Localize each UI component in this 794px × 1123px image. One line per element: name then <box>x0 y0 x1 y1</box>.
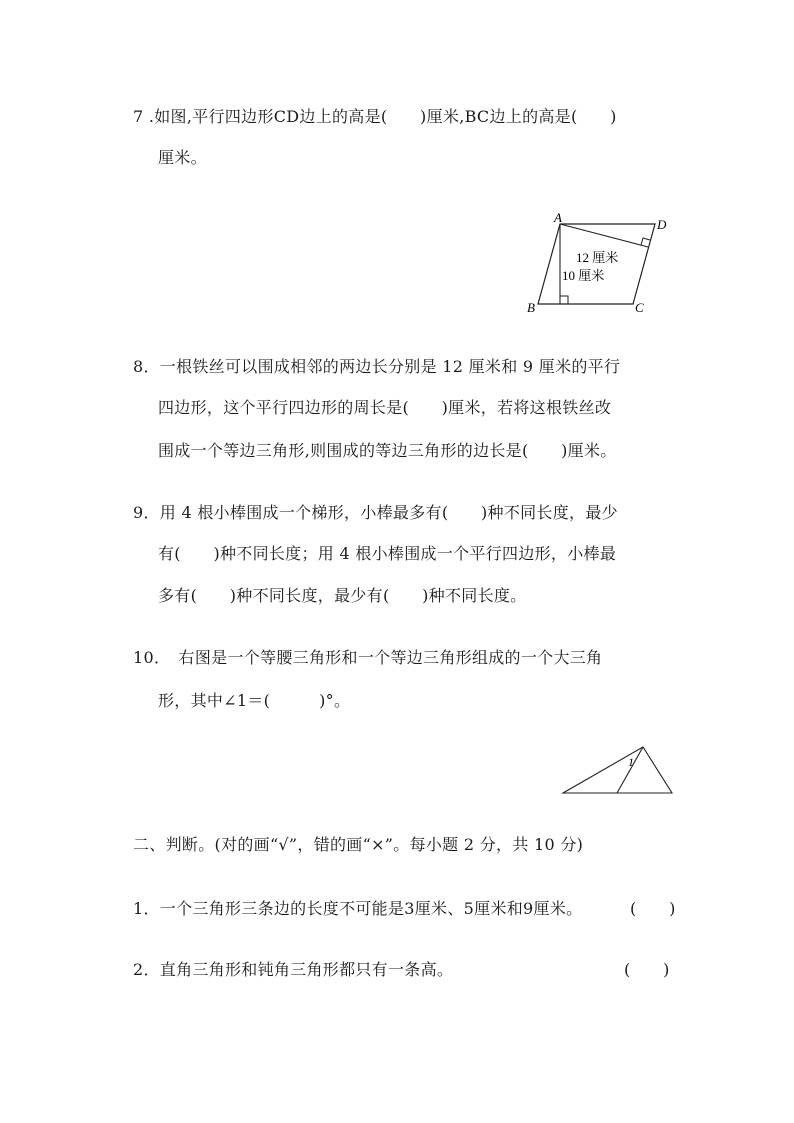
q8-text-1: 8．一根铁丝可以围成相邻的两边长分别是 12 厘米和 9 厘米的平行 <box>133 357 621 376</box>
q8-text-3: 围成一个等边三角形,则围成的等边三角形的边长是( )厘米。 <box>158 441 617 460</box>
q10-line-1 <box>133 648 602 668</box>
large-triangle-outline <box>563 747 672 793</box>
section2-heading <box>133 835 583 855</box>
angle-label-1: 1 <box>628 755 634 769</box>
q10-text-1: 10． 右图是一个等腰三角形和一个等边三角形组成的一个大三角 <box>133 648 603 667</box>
q9-text-2: 有( )种不同长度；用 4 根小棒围成一个平行四边形，小棒最 <box>158 544 617 563</box>
judge-item-2-bracket[interactable] <box>624 960 670 980</box>
q8-line-3 <box>158 441 617 461</box>
height-label-bc: 10 厘米 <box>562 268 605 283</box>
judge-item-1-text: 1．一个三角形三条边的长度不可能是3厘米、5厘米和9厘米。 <box>133 899 583 918</box>
q9-line-3 <box>158 586 526 606</box>
q8-line-1 <box>133 357 620 377</box>
height-label-cd: 12 厘米 <box>576 250 619 265</box>
judge-item-2-answer-bracket[interactable]: ( ) <box>624 960 670 979</box>
section2-heading-text: 二、判断。(对的画“√”，错的画“×”。每小题 2 分，共 10 分) <box>133 835 584 854</box>
vertex-label-b: B <box>527 300 535 315</box>
right-angle-mark-cd <box>641 238 650 245</box>
q10-line-2 <box>158 691 350 711</box>
vertex-label-c: C <box>635 300 644 315</box>
q7-line-2 <box>158 148 207 168</box>
q7-text-2: 厘米。 <box>158 148 207 167</box>
q7-text-1: 7 .如图,平行四边形CD边上的高是( )厘米,BC边上的高是( ) <box>133 107 617 126</box>
judge-item-1-answer-bracket[interactable]: ( ) <box>630 899 676 918</box>
vertex-label-a: A <box>554 210 562 225</box>
judge-item-2-text: 2．直角三角形和钝角三角形都只有一条高。 <box>133 960 454 979</box>
q10-triangle-figure <box>558 740 678 800</box>
judge-item-1 <box>133 899 582 919</box>
right-angle-mark-bc <box>560 296 568 304</box>
q9-text-1: 9．用 4 根小棒围成一个梯形，小棒最多有( )种不同长度，最少 <box>133 503 618 522</box>
judge-item-2 <box>133 960 453 980</box>
q8-line-2 <box>158 398 611 418</box>
q10-text-2: 形，其中∠1＝( )°。 <box>158 691 351 710</box>
q9-line-1 <box>133 503 618 523</box>
q7-line-1 <box>133 107 617 127</box>
judge-item-1-bracket[interactable] <box>630 899 676 919</box>
q7-parallelogram-figure <box>520 210 680 320</box>
q9-line-2 <box>158 544 616 564</box>
q9-text-3: 多有( )种不同长度，最少有( )种不同长度。 <box>158 586 527 605</box>
q8-text-2: 四边形，这个平行四边形的周长是( )厘米，若将这根铁丝改 <box>158 398 612 417</box>
height-to-cd <box>560 224 648 247</box>
vertex-label-d: D <box>657 217 667 232</box>
